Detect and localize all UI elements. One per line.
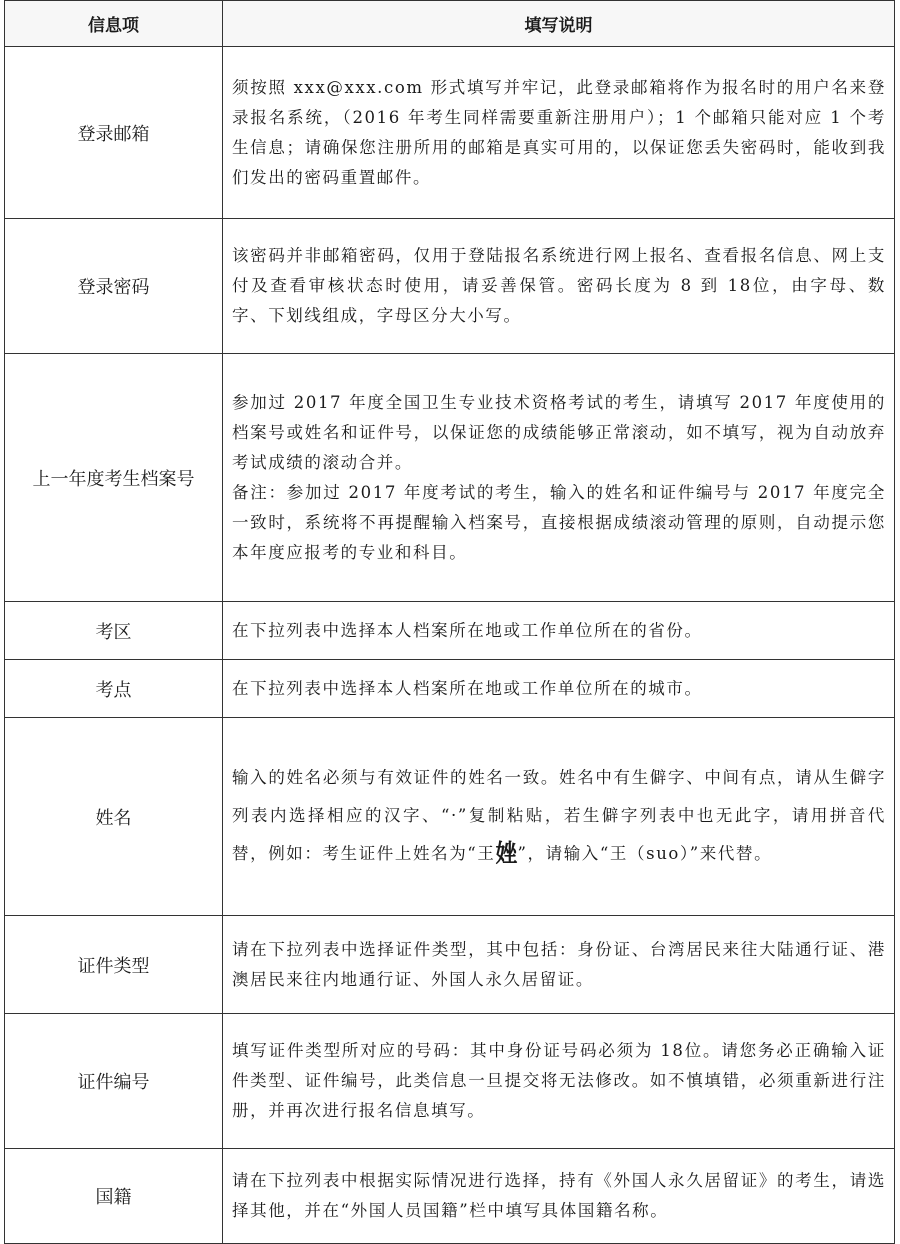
table-row [5,660,895,718]
table-row [5,602,895,660]
header-fill-instructions: 填写说明 [223,1,895,47]
row-label-exam-site: 考点 [5,660,223,718]
row-desc-id-type [223,916,895,1014]
table-row [5,1149,895,1244]
desc-paragraph [232,759,886,874]
row-desc-exam-region [223,602,895,660]
table-row [5,219,895,354]
table-header-row [5,1,895,47]
table-row [5,718,895,916]
row-label-exam-region: 考区 [5,602,223,660]
row-desc-name [223,718,895,916]
registration-info-table [4,0,895,1244]
row-desc-previous-archive-number [223,354,895,602]
desc-paragraph: 须按照 xxx@xxx.com 形式填写并牢记，此登录邮箱将作为报名时的用户名来登录报名系统，（2016 年考生同样需要重新注册用户）；1 个邮箱只能对应 1 个考生信息；请确保您注册所用的邮箱是真实可用的，以保证您丢失密码时，能收到我们发出的密码重置邮件。 [232,77,886,187]
desc-remark-paragraph: 备注：参加过 2017 年度考试的考生，输入的姓名和证件编号与 2017 年度完全一致时，系统将不再提醒输入档案号，直接根据成绩滚动管理的原则，自动提示您本年度应报考的专业和科目。 [232,482,886,562]
row-label-previous-archive-number: 上一年度考生档案号 [5,354,223,602]
row-desc-nationality [223,1149,895,1244]
row-desc-login-password [223,219,895,354]
desc-paragraph: 填写证件类型所对应的号码：其中身份证号码必须为 18位。请您务必正确输入证件类型、证件编号，此类信息一旦提交将无法修改。如不慎填错，必须重新进行注册，并再次进行报名信息填写。 [232,1041,886,1120]
row-label-login-email: 登录邮箱 [5,47,223,219]
row-label-name: 姓名 [5,718,223,916]
table-row [5,1014,895,1149]
table-row [5,916,895,1014]
desc-paragraph: 请在下拉列表中选择证件类型，其中包括：身份证、台湾居民来往大陆通行证、港澳居民来往内地通行证、外国人永久居留证。 [232,939,886,989]
table-row [5,354,895,602]
row-label-login-password: 登录密码 [5,219,223,354]
rare-character-image: 㛗 [495,840,518,869]
row-label-id-type: 证件类型 [5,916,223,1014]
row-label-id-number: 证件编号 [5,1014,223,1149]
desc-text-part-b: ”，请输入“王（suo）”来代替。 [517,844,773,863]
row-desc-exam-site [223,660,895,718]
row-label-nationality: 国籍 [5,1149,223,1244]
table-row [5,47,895,219]
row-desc-login-email [223,47,895,219]
desc-paragraph: 请在下拉列表中根据实际情况进行选择，持有《外国人永久居留证》的考生，请选择其他，并在“外国人员国籍”栏中填写具体国籍名称。 [232,1171,886,1220]
desc-text-part-a: 输入的姓名必须与有效证件的姓名一致。姓名中有生僻字、中间有点，请从生僻字列表内选择相应的汉字、“·”复制粘贴，若生僻字列表中也无此字，请用拼音代替，例如：考生证件上姓名为“王 [232,768,886,863]
row-desc-id-number [223,1014,895,1149]
header-info-item: 信息项 [5,1,223,47]
desc-paragraph: 该密码并非邮箱密码，仅用于登陆报名系统进行网上报名、查看报名信息、网上支付及查看审核状态时使用，请妥善保管。密码长度为 8 到 18位，由字母、数字、下划线组成，字母区分大小写。 [232,246,886,325]
desc-paragraph: 在下拉列表中选择本人档案所在地或工作单位所在的省份。 [232,620,703,640]
desc-paragraph: 参加过 2017 年度全国卫生专业技术资格考试的考生，请填写 2017 年度使用的档案号或姓名和证件号，以保证您的成绩能够正常滚动，如不填写，视为自动放弃考试成绩的滚动合并。 [232,392,886,472]
desc-paragraph: 在下拉列表中选择本人档案所在地或工作单位所在的城市。 [232,678,703,698]
